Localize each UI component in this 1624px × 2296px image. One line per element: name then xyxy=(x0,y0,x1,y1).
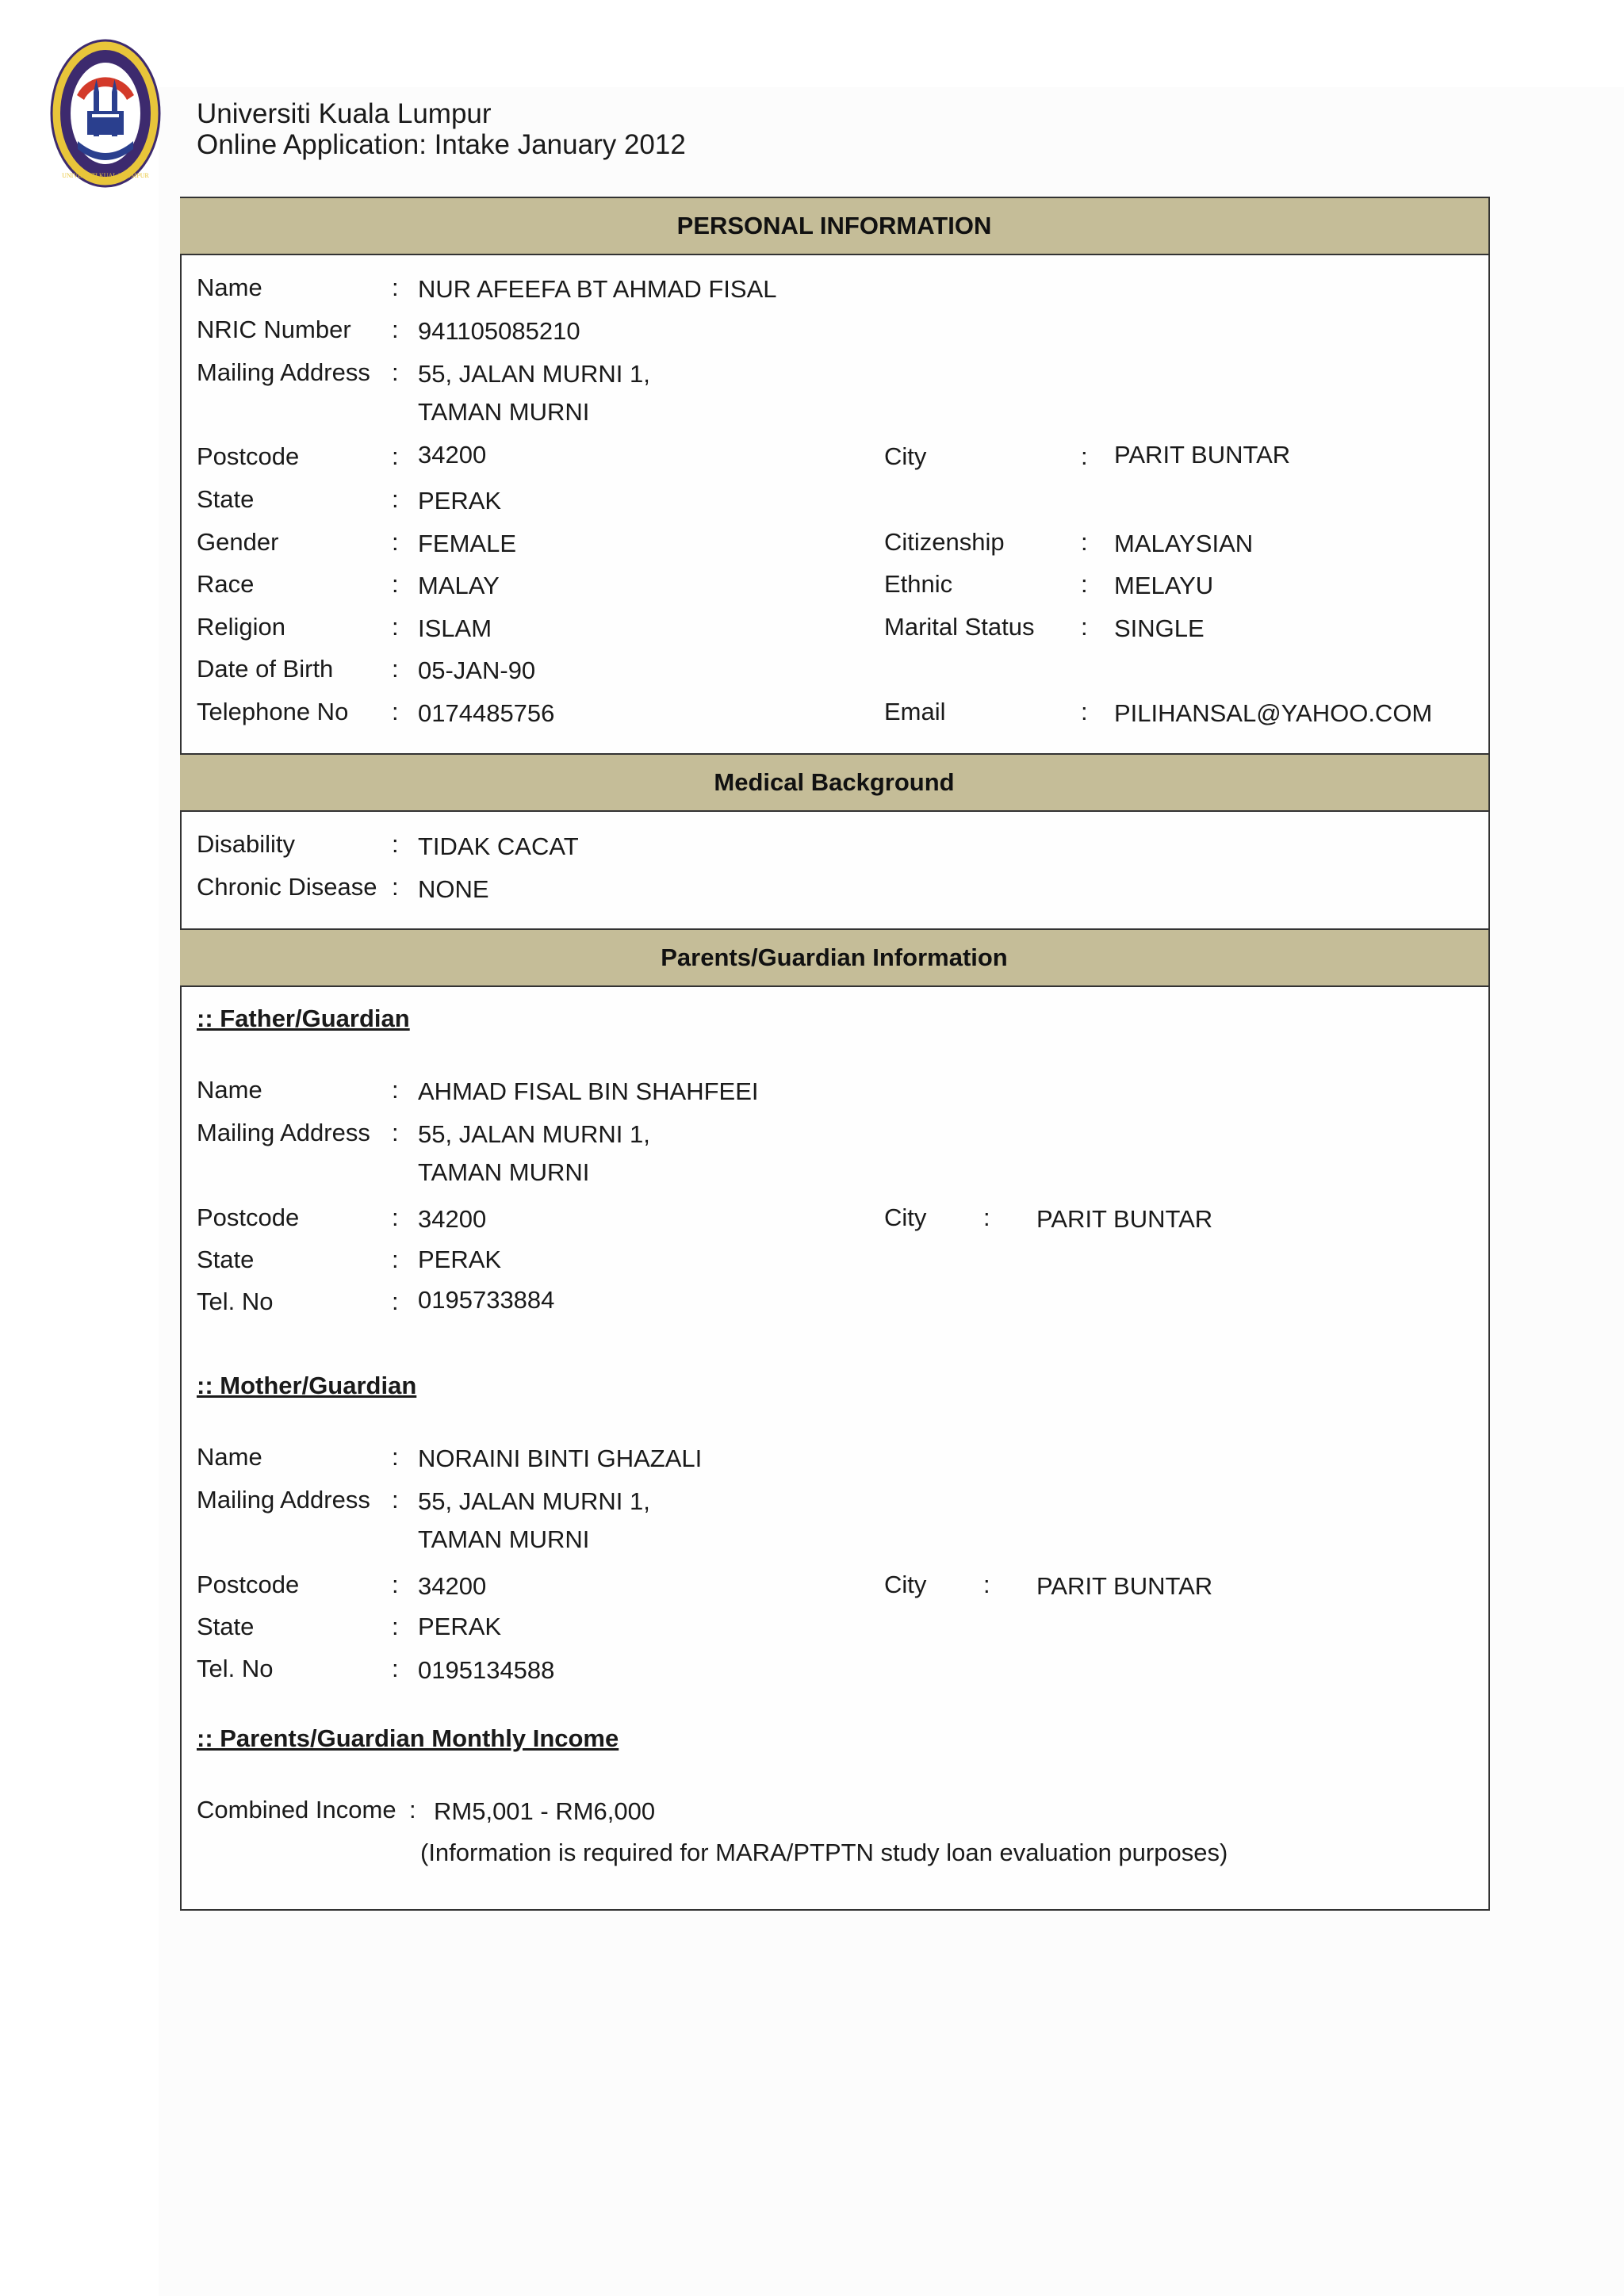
telephone-value: 0174485756 xyxy=(418,699,555,727)
svg-text:UNIVERSITI KUALA LUMPUR: UNIVERSITI KUALA LUMPUR xyxy=(62,172,149,179)
mother-state-value: PERAK xyxy=(418,1613,502,1640)
gender-label: Gender xyxy=(197,528,279,556)
colon: : xyxy=(392,1076,399,1104)
ethnic-label: Ethnic xyxy=(884,570,953,598)
race-value: MALAY xyxy=(418,572,500,599)
colon: : xyxy=(409,1796,416,1823)
father-tel-value: 0195733884 xyxy=(418,1286,555,1314)
ethnic-value: MELAYU xyxy=(1114,572,1214,599)
mother-address-line1: 55, JALAN MURNI 1, xyxy=(418,1487,650,1515)
mother-guardian-heading: :: Mother/Guardian xyxy=(197,1372,417,1399)
colon: : xyxy=(392,698,399,725)
father-tel-label: Tel. No xyxy=(197,1288,274,1315)
mother-name-value: NORAINI BINTI GHAZALI xyxy=(418,1445,703,1472)
telephone-label: Telephone No xyxy=(197,698,349,725)
father-guardian-heading: :: Father/Guardian xyxy=(197,1004,410,1032)
father-state-label: State xyxy=(197,1246,255,1273)
mother-city-label: City xyxy=(884,1571,927,1598)
colon: : xyxy=(1081,528,1088,556)
colon: : xyxy=(983,1203,990,1231)
gender-value: FEMALE xyxy=(418,530,517,557)
colon: : xyxy=(392,1486,399,1513)
father-address-label: Mailing Address xyxy=(197,1119,370,1146)
section-header-parents: Parents/Guardian Information xyxy=(180,928,1488,987)
father-city-value: PARIT BUNTAR xyxy=(1036,1205,1213,1233)
religion-value: ISLAM xyxy=(418,614,492,642)
marital-status-value: SINGLE xyxy=(1114,614,1205,642)
colon: : xyxy=(1081,570,1088,598)
mother-address-label: Mailing Address xyxy=(197,1486,370,1513)
mailing-address-line2: TAMAN MURNI xyxy=(418,398,590,426)
colon: : xyxy=(392,274,399,301)
application-form xyxy=(180,197,1490,1911)
colon: : xyxy=(392,613,399,641)
colon: : xyxy=(392,570,399,598)
dob-value: 05-JAN-90 xyxy=(418,656,536,684)
section-header-personal: PERSONAL INFORMATION xyxy=(180,197,1488,255)
city-label: City xyxy=(884,442,927,470)
colon: : xyxy=(392,358,399,386)
section-header-medical: Medical Background xyxy=(180,753,1488,812)
colon: : xyxy=(392,1203,399,1231)
postcode-label: Postcode xyxy=(197,442,300,470)
disability-label: Disability xyxy=(197,830,296,858)
chronic-disease-label: Chronic Disease xyxy=(197,873,377,901)
colon: : xyxy=(392,1655,399,1682)
mother-tel-value: 0195134588 xyxy=(418,1656,555,1684)
nric-value: 941105085210 xyxy=(418,317,580,345)
disability-value: TIDAK CACAT xyxy=(418,832,579,860)
father-postcode-value: 34200 xyxy=(418,1205,487,1233)
mother-tel-label: Tel. No xyxy=(197,1655,274,1682)
marital-status-label: Marital Status xyxy=(884,613,1035,641)
father-name-label: Name xyxy=(197,1076,262,1104)
mailing-address-line1: 55, JALAN MURNI 1, xyxy=(418,360,650,388)
name-value: NUR AFEEFA BT AHMAD FISAL xyxy=(418,275,777,303)
email-label: Email xyxy=(884,698,946,725)
race-label: Race xyxy=(197,570,255,598)
monthly-income-heading: :: Parents/Guardian Monthly Income xyxy=(197,1724,619,1752)
colon: : xyxy=(392,873,399,901)
colon: : xyxy=(392,316,399,343)
father-name-value: AHMAD FISAL BIN SHAHFEEI xyxy=(418,1077,759,1105)
colon: : xyxy=(392,1119,399,1146)
state-value: PERAK xyxy=(418,487,502,515)
colon: : xyxy=(392,528,399,556)
father-city-label: City xyxy=(884,1203,927,1231)
colon: : xyxy=(392,1288,399,1315)
colon: : xyxy=(392,1443,399,1471)
father-state-value: PERAK xyxy=(418,1246,502,1273)
colon: : xyxy=(392,1246,399,1273)
colon: : xyxy=(392,1613,399,1640)
colon: : xyxy=(392,442,399,470)
colon: : xyxy=(1081,613,1088,641)
mother-city-value: PARIT BUNTAR xyxy=(1036,1572,1213,1600)
chronic-disease-value: NONE xyxy=(418,875,489,903)
mother-postcode-value: 34200 xyxy=(418,1572,487,1600)
colon: : xyxy=(392,1571,399,1598)
postcode-value: 34200 xyxy=(418,441,487,469)
mother-postcode-label: Postcode xyxy=(197,1571,300,1598)
name-label: Name xyxy=(197,274,262,301)
city-value: PARIT BUNTAR xyxy=(1114,441,1291,469)
nric-label: NRIC Number xyxy=(197,316,351,343)
father-address-line2: TAMAN MURNI xyxy=(418,1158,590,1186)
colon: : xyxy=(392,655,399,683)
colon: : xyxy=(392,485,399,513)
combined-income-value: RM5,001 - RM6,000 xyxy=(434,1797,656,1825)
mother-address-line2: TAMAN MURNI xyxy=(418,1525,590,1553)
colon: : xyxy=(392,830,399,858)
citizenship-value: MALAYSIAN xyxy=(1114,530,1254,557)
email-value: PILIHANSAL@YAHOO.COM xyxy=(1114,699,1433,727)
combined-income-label: Combined Income xyxy=(197,1796,396,1823)
state-label: State xyxy=(197,485,255,513)
income-note: (Information is required for MARA/PTPTN study loan evaluation purposes) xyxy=(420,1839,1228,1866)
application-title: Online Application: Intake January 2012 xyxy=(197,129,686,160)
mother-state-label: State xyxy=(197,1613,255,1640)
citizenship-label: Citizenship xyxy=(884,528,1005,556)
university-logo xyxy=(49,38,162,189)
colon: : xyxy=(983,1571,990,1598)
father-postcode-label: Postcode xyxy=(197,1203,300,1231)
mailing-address-label: Mailing Address xyxy=(197,358,370,386)
father-address-line1: 55, JALAN MURNI 1, xyxy=(418,1120,650,1148)
colon: : xyxy=(1081,442,1088,470)
colon: : xyxy=(1081,698,1088,725)
dob-label: Date of Birth xyxy=(197,655,334,683)
university-name: Universiti Kuala Lumpur xyxy=(197,98,492,129)
mother-name-label: Name xyxy=(197,1443,262,1471)
religion-label: Religion xyxy=(197,613,286,641)
